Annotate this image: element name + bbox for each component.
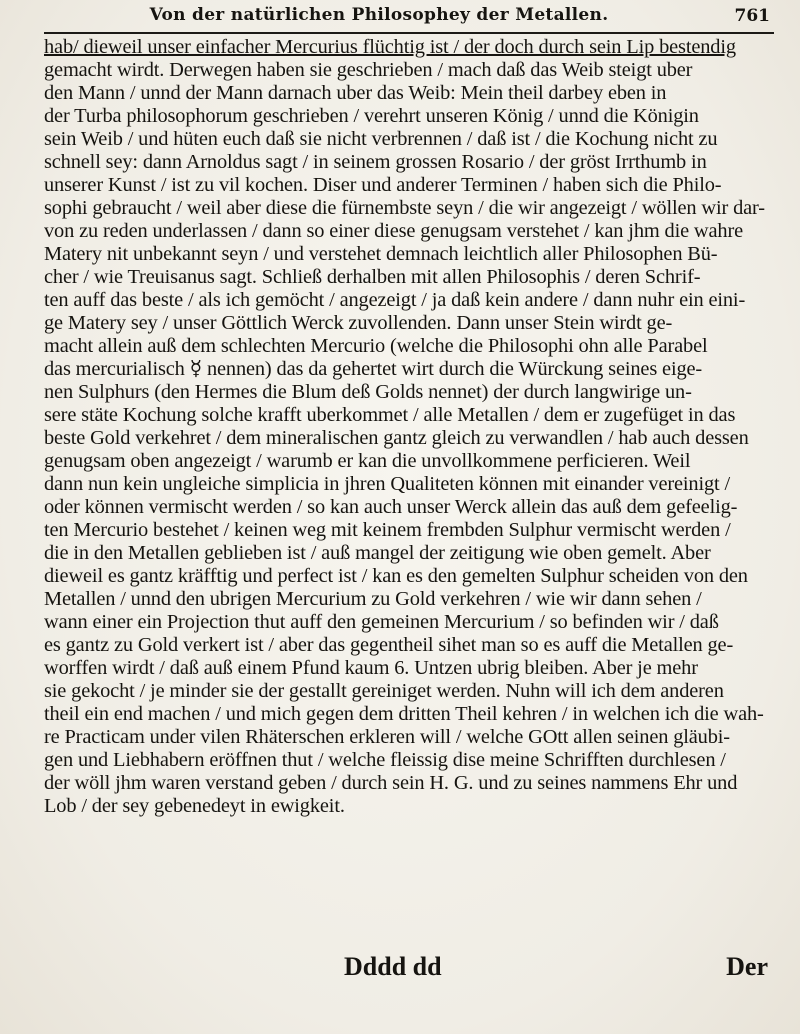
page-header [44, 2, 774, 34]
catchword: Der [726, 952, 768, 981]
text-line: theil ein end machen / und mich gegen dem dritten Theil kehren / in welchen ich die wah- [44, 703, 764, 725]
text-line: das mercurialisch ☿ nennen) das da gehertet wirt durch die Würckung seines eige- [44, 358, 703, 380]
text-line: beste Gold verkehret / dem mineralischen gantz gleich zu verwandlen / hab auch dessen [44, 427, 749, 449]
text-line: gen und Liebhabern eröffnen thut / welche fleissig dise meine Schrifften durchlesen / [44, 749, 726, 771]
text-line: sein Weib / und hüten euch daß sie nicht verbrennen / daß ist / die Kochung nicht zu [44, 128, 718, 150]
text-line: Matery nit unbekannt seyn / und verstehet demnach leichtlich aller Philosophen Bü- [44, 243, 718, 265]
page-footer [44, 952, 768, 984]
text-line: sere stäte Kochung solche krafft uberkommet / alle Metallen / dem er zugefüget in das [44, 404, 736, 426]
text-line: worffen wirdt / daß auß einem Pfund kaum 6. Untzen ubrig bleiben. Aber je mehr [44, 657, 698, 679]
text-line: es gantz zu Gold verkert ist / aber das gegentheil sihet man so es auff die Metallen ge- [44, 634, 734, 656]
text-line: wann einer ein Projection thut auff den gemeinen Mercurium / so befinden wir / daß [44, 611, 719, 633]
text-line: nen Sulphurs (den Hermes die Blum deß Golds nennet) der durch langwirige un- [44, 381, 692, 403]
text-line: macht allein auß dem schlechten Mercurio (welche die Philosophi ohn alle Parabel [44, 335, 708, 357]
text-line: oder können vermischt werden / so kan auch unser Werck allein das auß dem gefeelig- [44, 496, 738, 518]
body-text [44, 36, 768, 818]
text-line: Lob / der sey gebenedeyt in ewigkeit. [44, 795, 345, 817]
text-line: ten auff das beste / als ich gemöcht / angezeigt / ja daß kein andere / dann nuhr ein eini- [44, 289, 746, 311]
text-line: der wöll jhm waren verstand geben / durch sein H. G. und zu seines nammens Ehr und [44, 772, 738, 794]
text-line: schnell sey: dann Arnoldus sagt / in seinem grossen Rosario / der gröst Irrthumb in [44, 151, 707, 173]
text-line: hab/ dieweil unser einfacher Mercurius flüchtig ist / der doch durch sein Lip bestendig [44, 36, 736, 58]
running-head: Von der natürlichen Philosophey der Metallen. [149, 5, 609, 25]
page-number: 761 [734, 6, 770, 26]
text-line: unserer Kunst / ist zu vil kochen. Diser und anderer Terminen / haben sich die Philo- [44, 174, 722, 196]
text-line: die in den Metallen geblieben ist / auß mangel der zeitigung wie oben gemelt. Aber [44, 542, 711, 564]
text-line: ten Mercurio bestehet / keinen weg mit keinem frembden Sulphur vermischt werden / [44, 519, 731, 541]
text-line: dieweil es gantz kräfftig und perfect ist / kan es den gemelten Sulphur scheiden von den [44, 565, 748, 587]
text-line: Metallen / unnd den ubrigen Mercurium zu Gold verkehren / wie wir dann sehen / [44, 588, 702, 610]
text-line: sophi gebraucht / weil aber diese die fürnembste seyn / die wir angezeigt / wöllen wir dar- [44, 197, 765, 219]
text-line: gemacht wirdt. Derwegen haben sie geschrieben / mach daß das Weib steigt uber [44, 59, 693, 81]
text-line: den Mann / unnd der Mann darnach uber das Weib: Mein theil darbey eben in [44, 82, 667, 104]
signature-mark: Dddd dd [344, 952, 442, 981]
text-line: sie gekocht / je minder sie der gestallt gereiniget werden. Nuhn will ich dem anderen [44, 680, 724, 702]
text-line: ge Matery sey / unser Göttlich Werck zuvollenden. Dann unser Stein wirdt ge- [44, 312, 673, 334]
text-line: dann nun kein ungleiche simplicia in jhren Qualiteten können mit einander vereinigt / [44, 473, 730, 495]
text-line: cher / wie Treuisanus sagt. Schließ derhalben mit allen Philosophis / deren Schrif- [44, 266, 701, 288]
text-line: genugsam oben angezeigt / warumb er kan die unvollkommene perficieren. Weil [44, 450, 691, 472]
text-line: re Practicam under vilen Rhäterschen erkleren will / welche GOtt allen seinen gläubi- [44, 726, 730, 748]
text-line: von zu reden underlassen / dann so einer diese genugsam verstehet / kan jhm die wahre [44, 220, 743, 242]
text-line: der Turba philosophorum geschrieben / verehrt unseren König / unnd die Königin [44, 105, 699, 127]
